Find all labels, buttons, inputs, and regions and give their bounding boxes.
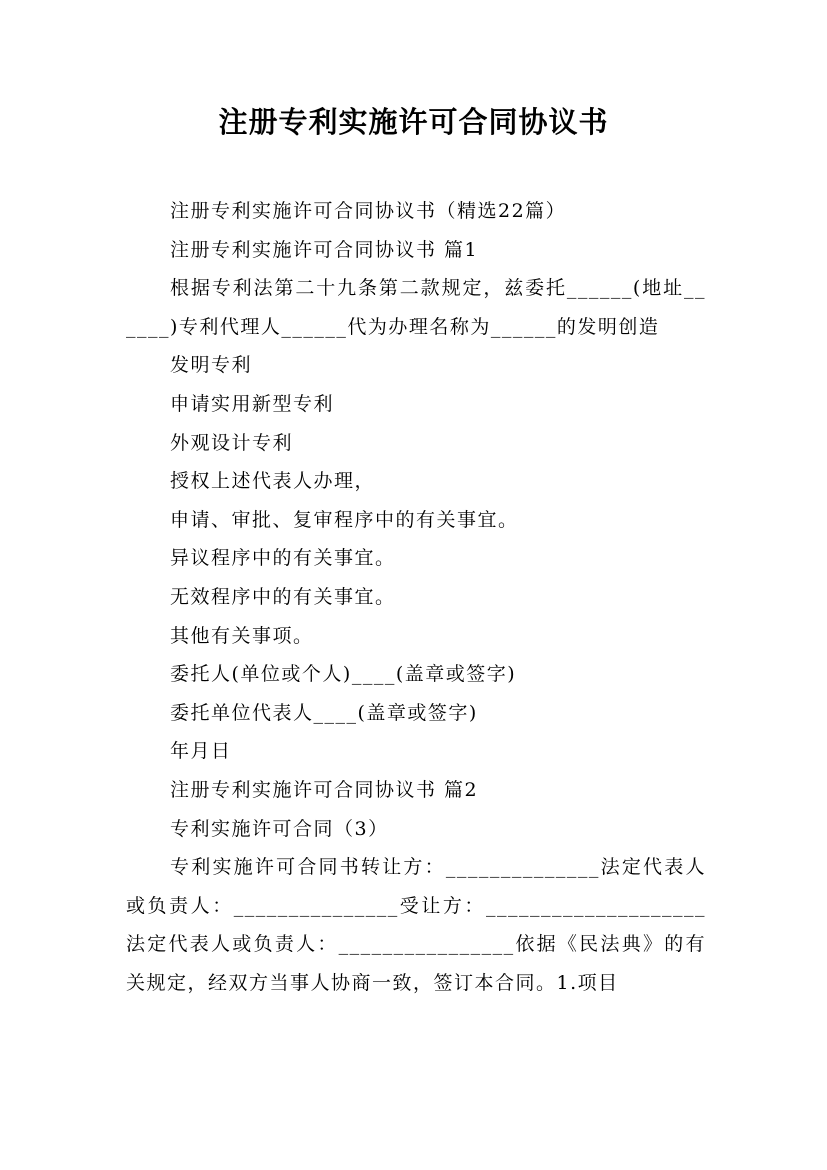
paragraph-entrustment: 根据专利法第二十九条第二款规定，兹委托______(地址______)专利代理人______代为办理名称为______的发明创造	[126, 277, 706, 338]
paragraph-invention-patent: 发明专利	[170, 354, 253, 377]
paragraph-heading-part2: 注册专利实施许可合同协议书 篇2	[170, 778, 479, 801]
paragraph-contract-parties: 专利实施许可合同书转让方：______________法定代表人或负责人：_______________受让方：____________________法定代表人或负责人：________________依据《民法典》的有关规定，经双方当事人协商一致，签订本合同。1.项目	[126, 856, 706, 994]
paragraph-authorization: 授权上述代表人办理，	[170, 470, 376, 493]
paragraph-design-patent: 外观设计专利	[170, 431, 294, 454]
paragraph-summary: 注册专利实施许可合同协议书（精选22篇）	[170, 200, 567, 222]
paragraph-client-signature: 委托人(单位或个人)____(盖章或签字)	[170, 663, 517, 686]
paragraph-contract-title: 专利实施许可合同（3）	[170, 817, 389, 840]
paragraph-other-matters: 其他有关事项。	[170, 624, 314, 647]
paragraph-heading-part1: 注册专利实施许可合同协议书 篇1	[170, 238, 479, 261]
document-body	[126, 192, 706, 1002]
paragraph-utility-model: 申请实用新型专利	[170, 392, 335, 415]
paragraph-representative-signature: 委托单位代表人____(盖章或签字)	[170, 701, 478, 724]
paragraph-invalidation-matters: 无效程序中的有关事宜。	[170, 585, 396, 608]
paragraph-date: 年月日	[170, 740, 232, 763]
document-title: 注册专利实施许可合同协议书	[218, 105, 609, 139]
paragraph-opposition-matters: 异议程序中的有关事宜。	[170, 547, 396, 570]
paragraph-application-matters: 申请、审批、复审程序中的有关事宜。	[170, 508, 519, 531]
